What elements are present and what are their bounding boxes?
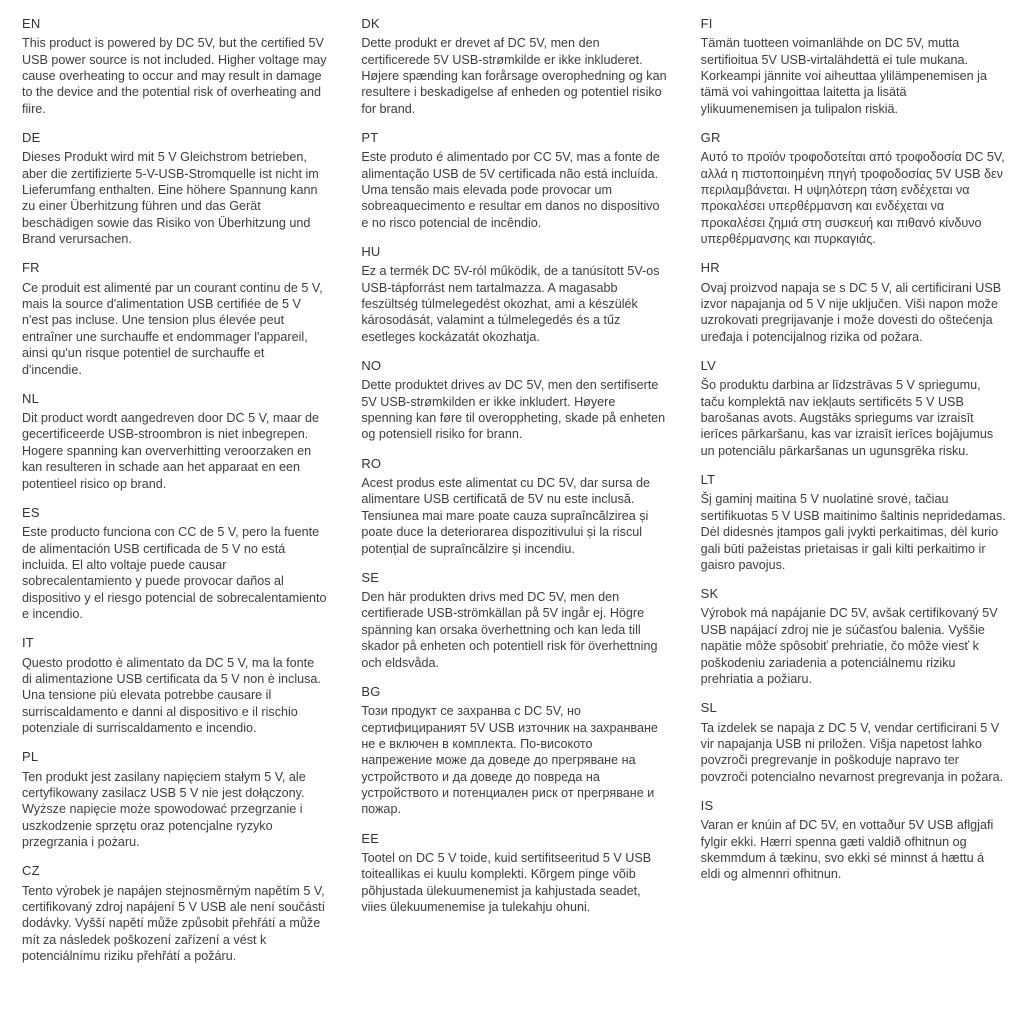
language-code: LT [700, 472, 716, 488]
language-code: DK [361, 16, 380, 31]
language-section-cz [22, 863, 327, 964]
language-text: Ten produkt jest zasilany napięciem stałym 5 V, ale certyfikowany zasilacz USB 5 V nie jest dołączony. Wyższe napięcie może spowodować przegrzanie i uszkodzenie sprzętu oraz potencjalne ryzyko przegrzania i pożaru. [22, 769, 306, 850]
language-section-lv [701, 358, 1006, 459]
language-code: HR [700, 260, 720, 276]
language-section-ro [361, 456, 666, 557]
language-section-gr [701, 130, 1006, 247]
language-section-hu [361, 244, 666, 345]
language-code: DE [22, 130, 41, 146]
language-section-it [22, 635, 327, 736]
language-code: RO [361, 455, 382, 471]
language-section-fr [22, 260, 327, 377]
language-section-bg [361, 684, 666, 818]
language-text: Αυτό το προϊόν τροφοδοτείται από τροφοδοσία DC 5V, αλλά η πιστοποιημένη πηγή τροφοδοσίας 5V USB δεν περιλαμβάνεται. Η υψηλότερη τάση ενδέχεται να προκαλέσει υπερθέρμανση και ενδέχεται να προκαλέσει ζημιά στη συσκευή και πιθανό κίνδυνο υπερθέρμανσης και πυρκαγιάς. [700, 150, 1005, 247]
language-section-en [22, 16, 327, 117]
column-3 [701, 16, 1006, 977]
language-text: Ta izdelek se napaja z DC 5 V, vendar certificirani 5 V vir napajanja USB ni priložen. Višja napetost lahko povzroči pregrevanje in poškoduje napravo ter povzroči potencialno nevarnost pregrevanja in požara. [700, 720, 1004, 784]
language-code: EN [22, 16, 41, 31]
language-code: IT [22, 635, 34, 651]
language-text: Този продукт се захранва с DC 5V, но сертифицираният 5V USB източник на захранване не е включен в комплекта. По-високото напрежение може да доведе до прегряване на устройството и да доведе до повреда на устройството и потенциален риск от прегряване и пожар. [361, 704, 658, 817]
language-code: EE [361, 830, 380, 846]
language-text: Dette produkt er drevet af DC 5V, men den certificerede 5V USB-strømkilde er ikke inkluderet. Højere spænding kan forårsage overophedning og kan resultere i beskadigelse af enheden og potentiel risiko for brand. [361, 36, 667, 116]
language-code: HU [361, 244, 381, 260]
language-section-sk [701, 586, 1006, 687]
column-2 [361, 16, 666, 977]
language-code: BG [361, 683, 381, 699]
language-text: Den här produkten drivs med DC 5V, men den certifierade USB-strömkällan på 5V ingår ej. Högre spänning kan orsaka överhettning och kan leda till skador på enheten och potentiell risk för överhettning och eldsvåda. [361, 590, 658, 670]
language-text: Dit product wordt aangedreven door DC 5 V, maar de gecertificeerde USB-stroombron is niet inbegrepen. Hogere spanning kan oververhitting veroorzaken en kan resulteren in schade aan het apparaat en een potentieel risico op brand. [22, 411, 320, 491]
language-code: IS [700, 797, 714, 813]
language-code: SL [700, 700, 717, 716]
language-section-pl [22, 749, 327, 850]
language-code: FI [700, 16, 713, 31]
language-code: FR [22, 260, 40, 276]
language-section-es [22, 505, 327, 622]
language-text: Šį gaminį maitina 5 V nuolatinė srovė, tačiau sertifikuotas 5 V USB maitinimo šaltinis nepridedamas. Dėl didesnės įtampos gali įvykti perkaitimas, dėl kurio gali būti pažeistas prietaisas ir gali kilti perkaitimo ir gaisro pavojus. [700, 492, 1006, 572]
language-text: Dieses Produkt wird mit 5 V Gleichstrom betrieben, aber die zertifizierte 5-V-USB-Stromquelle ist nicht im Lieferumfang enthalten. Eine höhere Spannung kann zu einer Überhitzung führen und das Gerät beschädigen sowie das Risiko von Überhitzung und Brand verursachen. [22, 150, 319, 247]
language-code: SE [361, 569, 380, 585]
language-text: Ovaj proizvod napaja se s DC 5 V, ali certificirani USB izvor napajanja od 5 V nije uključen. Viši napon može uzrokovati pregrijavanje i može dovesti do oštećenja uređaja i potencijalnog rizika od požara. [700, 280, 1002, 344]
language-section-se [361, 570, 666, 671]
language-section-nl [22, 391, 327, 492]
language-text: Dette produktet drives av DC 5V, men den sertifiserte 5V USB-strømkilden er ikke inkludert. Høyere spenning kan føre til overoppheting, skade på enheten og potensiell risiko for brann. [361, 378, 666, 442]
language-section-dk [361, 16, 666, 117]
language-code: ES [22, 504, 40, 520]
language-text: Varan er knúin af DC 5V, en vottaður 5V USB aflgjafi fylgir ekki. Hærri spenna gæti valdið ofhitnun og skemmdum á tækinu, svo ekki sé minnst á hættu á eldi og almennri ofhitnun. [700, 818, 994, 882]
language-columns [22, 16, 1006, 977]
language-section-pt [361, 130, 666, 231]
language-section-hr [701, 260, 1006, 345]
language-text: Ez a termék DC 5V-ról működik, de a tanúsított 5V-os USB-tápforrást nem tartalmazza. A magasabb feszültség túlmelegedést okozhat, ami a készülék károsodását, valamint a túlmelegedés és a tűz esetleges kockázatát okozhatja. [361, 264, 660, 344]
language-section-de [22, 130, 327, 247]
language-code: GR [700, 130, 721, 146]
language-code: PT [361, 130, 379, 146]
language-section-no [361, 358, 666, 443]
language-text: Este producto funciona con CC de 5 V, pero la fuente de alimentación USB certificada de 5 V no está incluida. El alto voltaje puede causar sobrecalentamiento y puede provocar daños al dispositivo y el riesgo potencial de sobrecalentamiento e incendio. [22, 525, 327, 621]
language-section-fi [701, 16, 1006, 117]
language-text: This product is powered by DC 5V, but the certified 5V USB power source is not included. Higher voltage may cause overheating to occur and may result in damage to the device and the potential risk of overheating and fiire. [22, 36, 327, 116]
language-section-sl [701, 700, 1006, 785]
language-code: PL [22, 749, 39, 765]
language-text: Tämän tuotteen voimanlähde on DC 5V, mutta sertifioitua 5V USB-virtalähdettä ei tule mukana. Korkeampi jännite voi aiheuttaa ylilämpenemisen ja tämä voi vahingoittaa laitetta ja lisätä ylikuumenemisen ja tulipalon riskiä. [700, 36, 987, 116]
language-code: NL [22, 390, 40, 406]
language-section-ee [361, 831, 666, 916]
language-code: SK [700, 586, 719, 602]
language-text: Ce produit est alimenté par un courant continu de 5 V, mais la source d'alimentation USB certifiée de 5 V n'est pas incluse. Une tension plus élevée peut entraîner une surchauffe et endommager l'appareil, ainsi qu'un risque potentiel de surchauffe et d'incendie. [22, 280, 323, 377]
language-code: CZ [22, 863, 40, 879]
language-text: Tootel on DC 5 V toide, kuid sertifitseeritud 5 V USB toiteallikas ei kuulu komplekti. Kõrgem pinge võib põhjustada ülekuumenemist ja kahjustada seadet, viies ülekuumenemise ja tulekahju ohuni. [361, 850, 652, 915]
language-section-lt [701, 472, 1006, 573]
language-text: Šo produktu darbina ar līdzstrāvas 5 V spriegumu, taču komplektā nav iekļauts sertificēts 5 V USB barošanas avots. Augstāks spriegums var izraisīt ierīces pārkaršanu, kas var izraisīt ierīces bojājumus un potenciālu pārkaršanas un ugunsgrēka risku. [700, 378, 994, 458]
language-text: Este produto é alimentado por CC 5V, mas a fonte de alimentação USB de 5V certificada não está incluída. Uma tensão mais elevada pode provocar um sobreaquecimento e resultar em danos no dispositivo e no risco potencial de incêndio. [361, 150, 660, 230]
language-section-is [701, 798, 1006, 883]
language-text: Acest produs este alimentat cu DC 5V, dar sursa de alimentare USB certificată de 5V nu este inclusă. Tensiunea mai mare poate cauza supraîncălzirea și poate duce la deteriorarea dispozitivului și la riscul potențial de supraîncălzire și incendiu. [361, 476, 650, 556]
language-text: Tento výrobek je napájen stejnosměrným napětím 5 V, certifikovaný zdroj napájení 5 V USB ale není součástí dodávky. Vyšší napětí může způsobit přehřátí a může mít za následek poškození zařízení a vést k potenciálnímu riziku přehřátí a požáru. [22, 883, 326, 964]
language-text: Výrobok má napájanie DC 5V, avšak certifikovaný 5V USB napájací zdroj nie je súčasťou balenia. Vyššie napätie môže spôsobiť prehriatie, čo môže viesť k poškodeniu zariadenia a potenciálnemu riziku prehriatia a požiaru. [700, 606, 998, 686]
language-text: Questo prodotto è alimentato da DC 5 V, ma la fonte di alimentazione USB certificata da 5 V non è inclusa. Una tensione più elevata potrebbe causare il surriscaldamento e danni al dispositivo e il rischio potenziale di surriscaldamento e incendio. [22, 655, 321, 735]
language-code: LV [700, 358, 716, 374]
column-1 [22, 16, 327, 977]
language-code: NO [361, 358, 382, 374]
